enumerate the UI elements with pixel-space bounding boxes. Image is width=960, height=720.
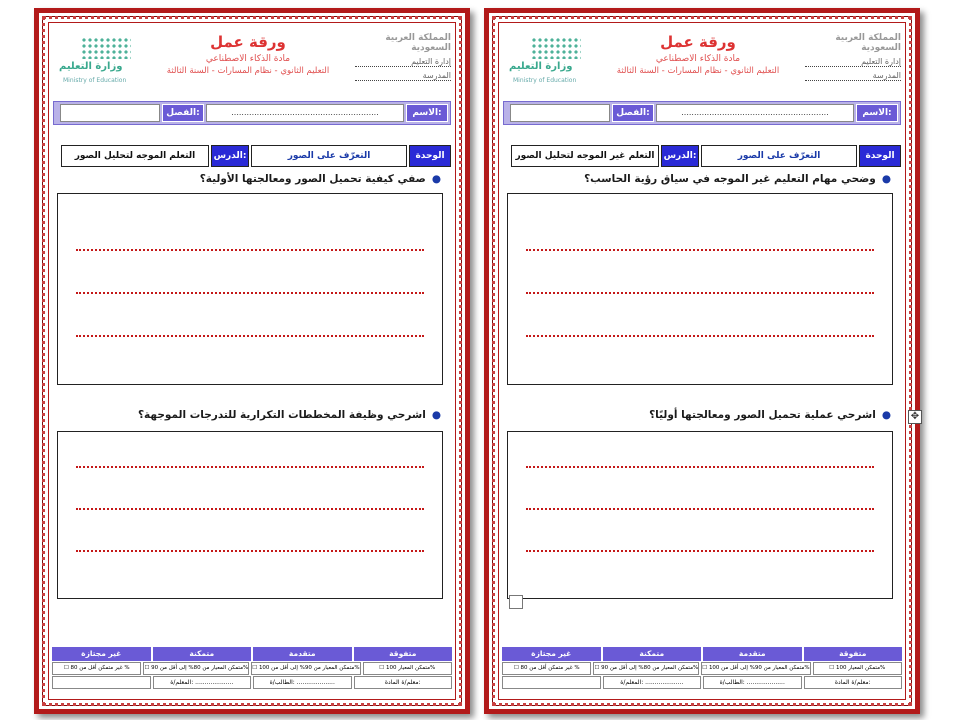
worksheet-right xyxy=(484,8,920,714)
admin-label: إدارة التعليم xyxy=(411,57,451,66)
track-name: التعليم الثانوي - نظام المسارات - السنة الثالثة xyxy=(616,66,780,76)
answer-line xyxy=(76,292,424,294)
name-field[interactable]: .......................................................... xyxy=(206,104,404,122)
sheet-title: ورقة عمل xyxy=(660,33,736,51)
student-info-bar xyxy=(53,101,451,125)
answer-line xyxy=(76,508,424,510)
lesson-value: التعلم الموجه لتحليل الصور xyxy=(61,145,209,167)
subject-name: مادة الذكاء الاصطناعي xyxy=(655,54,741,64)
rubric-footer-row xyxy=(501,676,903,689)
rubric-foot-cell: معلم/ة المادة: xyxy=(804,676,903,689)
rubric-desc-row xyxy=(501,662,903,675)
rubric-checkbox[interactable]: ☐ غير متمكن أقل من 80 % xyxy=(502,662,591,675)
answer-box-1[interactable] xyxy=(507,193,893,385)
ministry-logo-icon xyxy=(531,37,581,59)
rubric-foot-cell: المعلم/ة: .................... xyxy=(153,676,252,689)
name-field[interactable]: .......................................................... xyxy=(656,104,854,122)
rubric-table xyxy=(501,647,903,691)
sheet-title-block xyxy=(613,33,783,76)
lesson-label: الدرس: xyxy=(211,145,249,167)
unit-label: الوحدة xyxy=(409,145,451,167)
track-name: التعليم الثانوي - نظام المسارات - السنة الثالثة xyxy=(166,66,330,76)
name-label: الاسم: xyxy=(856,104,898,122)
unit-lesson-row xyxy=(503,145,901,167)
answer-line xyxy=(76,550,424,552)
unit-value: التعرّف على الصور xyxy=(251,145,407,167)
subject-name: مادة الذكاء الاصطناعي xyxy=(205,54,291,64)
bullet-icon: ● xyxy=(431,173,441,185)
rubric-head: متقدمة xyxy=(253,647,352,661)
rubric-foot-cell xyxy=(52,676,151,689)
rubric-foot-cell: المعلم/ة: .................... xyxy=(603,676,702,689)
rubric-checkbox[interactable]: ☐ متمكن المعيار من 90% إلى أقل من 100% xyxy=(701,662,810,675)
rubric-head: متفوقة xyxy=(354,647,453,661)
answer-box-2[interactable] xyxy=(57,431,443,599)
answer-line xyxy=(76,249,424,251)
name-label: الاسم: xyxy=(406,104,448,122)
ministry-name-en: Ministry of Education xyxy=(513,77,577,84)
rubric-header-row xyxy=(501,647,903,661)
answer-box-2[interactable] xyxy=(507,431,893,599)
bullet-icon: ● xyxy=(881,409,891,421)
sheet-title-block xyxy=(163,33,333,76)
question-1-text: وضحي مهام التعليم غير الموجه في سياق رؤية الحاسب؟ xyxy=(584,173,876,185)
answer-line xyxy=(526,292,874,294)
bullet-icon: ● xyxy=(881,173,891,185)
move-handle-icon[interactable]: ✥ xyxy=(908,410,922,424)
ministry-name-en: Ministry of Education xyxy=(63,77,127,84)
question-2-text: اشرحي وظيفة المخططات التكرارية للتدرجات الموجهة؟ xyxy=(137,409,426,421)
school-label: المدرسة xyxy=(872,71,901,80)
ministry-name-ar: وزارة التعليم xyxy=(59,61,123,72)
question-1 xyxy=(200,173,441,185)
rubric-checkbox[interactable]: ☐ متمكن المعيار من 80% إلى أقل من 90% xyxy=(143,662,249,675)
question-1 xyxy=(584,173,891,185)
answer-line xyxy=(76,335,424,337)
rubric-foot-cell: الطالب/ة: .................... xyxy=(253,676,352,689)
rubric-footer-row xyxy=(51,676,453,689)
kingdom-name: المملكة العربية السعودية xyxy=(835,33,901,53)
lesson-value: التعلم غير الموجه لتحليل الصور xyxy=(511,145,659,167)
rubric-head: متفوقة xyxy=(804,647,903,661)
admin-field[interactable] xyxy=(355,57,451,67)
answer-line xyxy=(526,249,874,251)
rubric-checkbox[interactable]: ☐ متمكن المعيار من 90% إلى أقل من 100% xyxy=(251,662,360,675)
question-1-text: صفي كيفية تحميل الصور ومعالجتها الأولية؟ xyxy=(199,173,426,185)
school-field[interactable] xyxy=(355,71,451,81)
question-2 xyxy=(138,409,441,421)
rubric-desc-row xyxy=(51,662,453,675)
rubric-checkbox[interactable]: ☐ غير متمكن أقل من 80 % xyxy=(52,662,141,675)
rubric-head: متمكنة xyxy=(153,647,252,661)
rubric-head: متمكنة xyxy=(603,647,702,661)
answer-line xyxy=(526,335,874,337)
unit-lesson-row xyxy=(53,145,451,167)
admin-field[interactable] xyxy=(805,57,901,67)
ministry-logo-icon xyxy=(81,37,131,59)
bullet-icon: ● xyxy=(431,409,441,421)
rubric-table xyxy=(51,647,453,691)
kingdom-seal xyxy=(805,33,901,81)
ministry-logo xyxy=(59,37,139,93)
answer-line xyxy=(526,466,874,468)
rubric-head: متقدمة xyxy=(703,647,802,661)
rubric-foot-cell xyxy=(502,676,601,689)
student-info-bar xyxy=(503,101,901,125)
worksheet-left xyxy=(34,8,470,714)
unit-value: التعرّف على الصور xyxy=(701,145,857,167)
school-label: المدرسة xyxy=(422,71,451,80)
class-field[interactable] xyxy=(510,104,610,122)
answer-line xyxy=(526,508,874,510)
question-2-text: اشرحي عملية تحميل الصور ومعالجتها أوليًا؟ xyxy=(649,409,876,421)
rubric-checkbox[interactable]: ☐ متمكن المعيار من 80% إلى أقل من 90% xyxy=(593,662,699,675)
answer-box-1[interactable] xyxy=(57,193,443,385)
ministry-logo xyxy=(509,37,589,93)
lesson-label: الدرس: xyxy=(661,145,699,167)
sheet-header xyxy=(503,27,901,99)
kingdom-name: المملكة العربية السعودية xyxy=(385,33,451,53)
unit-label: الوحدة xyxy=(859,145,901,167)
admin-label: إدارة التعليم xyxy=(861,57,901,66)
rubric-foot-cell: الطالب/ة: .................... xyxy=(703,676,802,689)
class-label: الفصل: xyxy=(162,104,204,122)
answer-line xyxy=(76,466,424,468)
rubric-foot-cell: معلم/ة المادة: xyxy=(354,676,453,689)
sheet-header xyxy=(53,27,451,99)
rubric-header-row xyxy=(51,647,453,661)
sheet-title: ورقة عمل xyxy=(210,33,286,51)
kingdom-seal xyxy=(355,33,451,81)
class-label: الفصل: xyxy=(612,104,654,122)
class-field[interactable] xyxy=(60,104,160,122)
question-2 xyxy=(649,409,891,421)
answer-line xyxy=(526,550,874,552)
rubric-checkbox[interactable]: ☐ متمكن المعيار 100% xyxy=(813,662,902,675)
ministry-name-ar: وزارة التعليم xyxy=(509,61,573,72)
resize-handle[interactable] xyxy=(509,595,523,609)
rubric-head: غير مجتازة xyxy=(502,647,601,661)
rubric-checkbox[interactable]: ☐ متمكن المعيار 100% xyxy=(363,662,452,675)
school-field[interactable] xyxy=(805,71,901,81)
rubric-head: غير مجتازة xyxy=(52,647,151,661)
